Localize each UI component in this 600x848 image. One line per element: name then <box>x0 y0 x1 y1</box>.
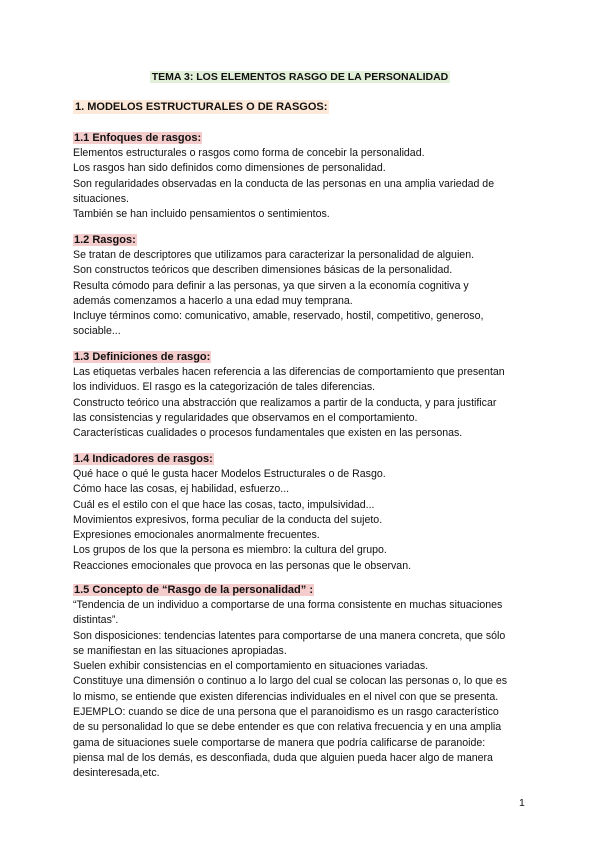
body-line: Constituye una dimensión o continuo a lo largo del cual se colocan las personas o, lo que es <box>73 675 508 688</box>
body-line: Cómo hace las cosas, ej habilidad, esfuerzo... <box>73 483 290 496</box>
main-heading: 1. MODELOS ESTRUCTURALES O DE RASGOS: <box>75 101 328 113</box>
body-line: Resulta cómodo para definir a las personas, ya que sirven a la economía cognitiva y <box>73 279 469 292</box>
document-title-text: TEMA 3: LOS ELEMENTOS RASGO DE LA PERSONALIDAD <box>151 71 449 83</box>
section-rasgos <box>73 233 533 340</box>
body-line: de su personalidad lo que se debe entender es que con relativa frecuencia y en una amplia <box>73 721 502 734</box>
body-line: Incluye términos como: comunicativo, amable, reservado, hostil, competitivo, generoso, <box>73 310 484 323</box>
document-title <box>0 70 600 84</box>
section-heading: 1.4 Indicadores de rasgos: <box>74 453 213 465</box>
body-line: los individuos. El rasgo es la categorización de tales diferencias. <box>73 381 376 394</box>
section-heading: 1.1 Enfoques de rasgos: <box>74 132 202 144</box>
body-line: También se han incluido pensamientos o sentimientos. <box>73 208 330 221</box>
body-line: Reacciones emocionales que provoca en las personas que le observan. <box>73 559 412 572</box>
body-line: desinteresada,etc. <box>73 767 160 780</box>
body-line: lo mismo, se entiende que existen diferencias individuales en el nivel con que se presenta. <box>73 690 499 703</box>
body-line: Características cualidades o procesos fundamentales que existen en las personas. <box>73 427 463 440</box>
body-line: Suelen exhibir consistencias en el comportamiento en situaciones variadas. <box>73 660 429 673</box>
section-enfoques <box>73 131 533 222</box>
body-line: gama de situaciones suele comportarse de manera que podría calificarse de paranoide: <box>73 736 486 749</box>
section-concepto <box>73 583 533 782</box>
section-heading: 1.2 Rasgos: <box>74 234 136 246</box>
section-definiciones <box>73 350 533 441</box>
body-line: Son regularidades observadas en la conducta de las personas en una amplia variedad de <box>73 177 495 190</box>
body-line: sociable... <box>73 325 121 338</box>
body-line: distintas”. <box>73 614 119 627</box>
body-line: Expresiones emocionales anormalmente frecuentes. <box>73 529 320 542</box>
body-line: Son constructos teóricos que describen dimensiones básicas de la personalidad. <box>73 264 453 277</box>
body-line: Son disposiciones: tendencias latentes para comportarse de una manera concreta, que sólo <box>73 629 506 642</box>
section-heading: 1.5 Concepto de “Rasgo de la personalidad” : <box>74 584 313 596</box>
body-line: Se tratan de descriptores que utilizamos para caracterizar la personalidad de alguien. <box>73 249 475 261</box>
body-line: Las etiquetas verbales hacen referencia a las diferencias de comportamiento que presentan <box>73 366 505 378</box>
page-number: 1 <box>519 797 525 809</box>
body-line: Qué hace o qué le gusta hacer Modelos Estructurales o de Rasgo. <box>73 468 386 480</box>
body-line: además comenzamos a hacerlo a una edad muy temprana. <box>73 294 353 307</box>
body-line: EJEMPLO: cuando se dice de una persona que el paranoidismo es un rasgo característico <box>73 706 499 719</box>
section-indicadores <box>73 452 533 574</box>
body-line: se manifiestan en las situaciones apropiadas. <box>73 644 287 657</box>
body-line: Cuál es el estilo con el que hace las cosas, tacto, impulsividad... <box>73 498 375 511</box>
body-line: Los grupos de los que la persona es miembro: la cultura del grupo. <box>73 544 387 557</box>
body-line: las consistencias y regularidades que observamos en el comportamiento. <box>73 411 418 424</box>
body-line: “Tendencia de un individuo a comportarse de una forma consistente en muchas situaciones <box>73 599 503 611</box>
body-line: Elementos estructurales o rasgos como forma de concebir la personalidad. <box>73 147 425 159</box>
body-line: Movimientos expresivos, forma peculiar de la conducta del sujeto. <box>73 513 383 526</box>
body-line: piensa mal de los demás, es desconfiada, duda que alguien pueda hacer algo de manera <box>73 751 493 764</box>
body-line: Constructo teórico una abstracción que realizamos a partir de la conducta, y para justificar <box>73 396 497 409</box>
body-line: situaciones. <box>73 192 129 205</box>
section-heading: 1.3 Definiciones de rasgo: <box>74 351 211 363</box>
body-line: Los rasgos han sido definidos como dimensiones de personalidad. <box>73 162 386 175</box>
